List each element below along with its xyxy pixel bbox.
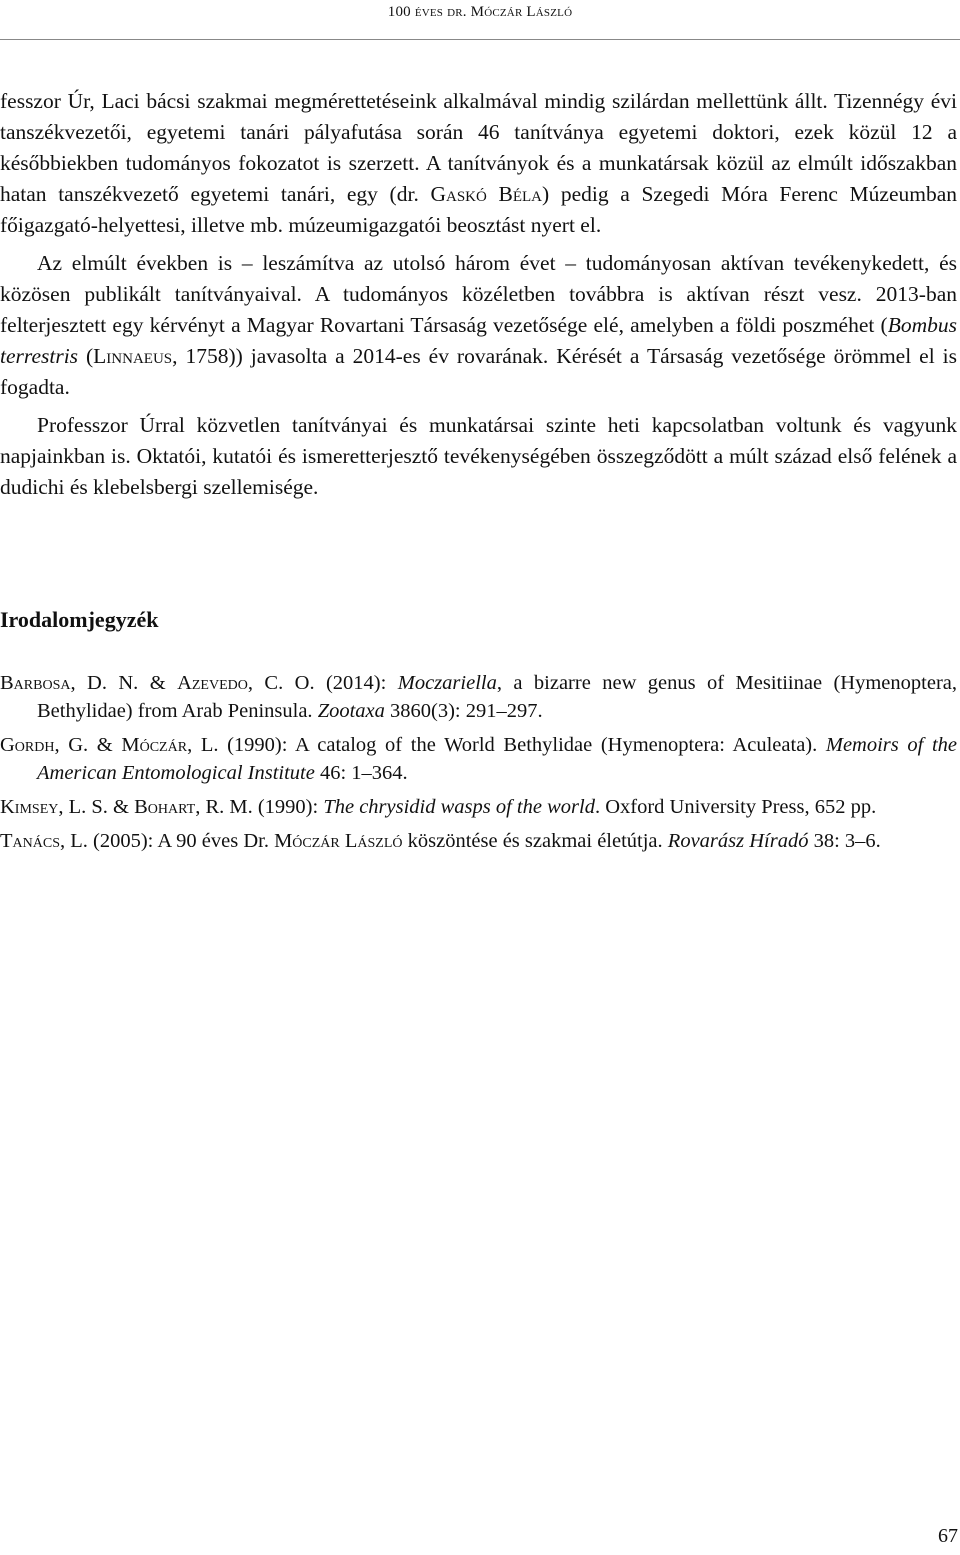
ref-text: köszöntése és szakmai életútja. [402,830,668,852]
ref-text: . Oxford University Press, 652 pp. [594,796,877,818]
paragraph-1 [0,86,957,241]
ref-text: , G. & [54,734,122,756]
ref-italic: Moczariella [397,672,497,694]
ref-journal: Rovarász Híradó [667,830,809,852]
ref-author: Gordh [0,734,55,756]
p1-text-1: fesszor Úr, Laci bácsi szakmai megmérettetéseink alkalmával mindig szilárdan mellettünk állt. Tizennégy évi tanszékvezetői, egyetemi tanári pályafutása során 46 tanítványa egyetemi doktori, ezek közül 12 a későbbiekben tudományos fokozatot is szerzett. A tanítványok és a munkatársak közül az elmúlt időszakban hatan tanszékvezető egyetemi tanári, egy (dr. [0,89,957,206]
running-head [0,4,960,21]
ref-author: Bohart [134,796,196,818]
p2-text-3: , 1758)) javasolta a 2014-es év rovarának. Kérését a Társaság vezetősége örömmel el is fogadta. [0,344,957,399]
ref-text: , L. (1990): A catalog of the World Bethylidae (Hymenoptera: Aculeata). [187,734,826,756]
ref-text: , C. O. (2014): [247,672,398,694]
p2-species-name: Bombus terrestris [0,313,957,368]
reference-list [0,669,957,861]
ref-journal: Zootaxa [317,700,385,722]
ref-text: , D. N. & [70,672,178,694]
page-number: 67 [938,1525,958,1547]
body-text [0,86,957,510]
header-rule [0,39,960,40]
running-head-title: éves dr. Móczár László [414,4,573,20]
ref-text: 46: 1–364. [314,762,408,784]
ref-text: , L. S. & [58,796,135,818]
ref-author: Barbosa [0,672,71,694]
ref-author: Móczár [121,734,188,756]
ref-book-title: The chrysidid wasps of the world [323,796,595,818]
ref-text: 38: 3–6. [808,830,881,852]
ref-text: , L. (2005): A 90 éves Dr. [59,830,275,852]
ref-author: Kimsey [0,796,59,818]
ref-author: Azevedo [177,672,248,694]
ref-journal: Memoirs of the American Entomological Institute [37,734,958,784]
ref-text: 3860(3): 291–297. [384,700,543,722]
running-head-number: 100 [387,4,415,20]
reference-item [0,793,957,821]
reference-item [0,827,957,855]
paragraph-2 [0,248,957,403]
ref-text: , a bizarre new genus of Mesitiinae (Hymenoptera, Bethylidae) from Arab Peninsula. [37,672,958,722]
p3-text-1: Professzor Úrral közvetlen tanítványai és munkatársai szinte heti kapcsolatban voltunk és vagyunk napjainkban is. Oktatói, kutatói és ismeretterjesztő tevékenységében összegződött a múlt század első felének a dudichi és klebelsbergi szellemisége. [0,413,957,499]
references-heading: Irodalomjegyzék [0,607,159,632]
reference-item [0,669,957,725]
p2-author-name: Linnaeus [93,344,173,368]
ref-text: , R. M. (1990): [195,796,324,818]
paragraph-3 [0,410,957,503]
p2-text-1: Az elmúlt években is – leszámítva az utolsó három évet – tudományosan aktívan tevékenykedett, és közösen publikált tanítványaival. A tudományos közéletben továbbra is aktívan részt vesz. 2013-ban felterjesztett egy kérvényt a Magyar Rovartani Társaság vezetősége elé, amelyben a földi poszméhet ( [0,251,957,337]
ref-person-name: Móczár László [274,830,403,852]
reference-item [0,731,957,787]
p2-text-2: ( [78,344,94,368]
p1-person-name: Gaskó Béla [430,182,543,206]
ref-author: Tanács [0,830,60,852]
p1-text-2: ) pedig a Szegedi Móra Ferenc Múzeumban főigazgató-helyettesi, illetve mb. múzeumigazgatói beosztást nyert el. [0,182,958,237]
